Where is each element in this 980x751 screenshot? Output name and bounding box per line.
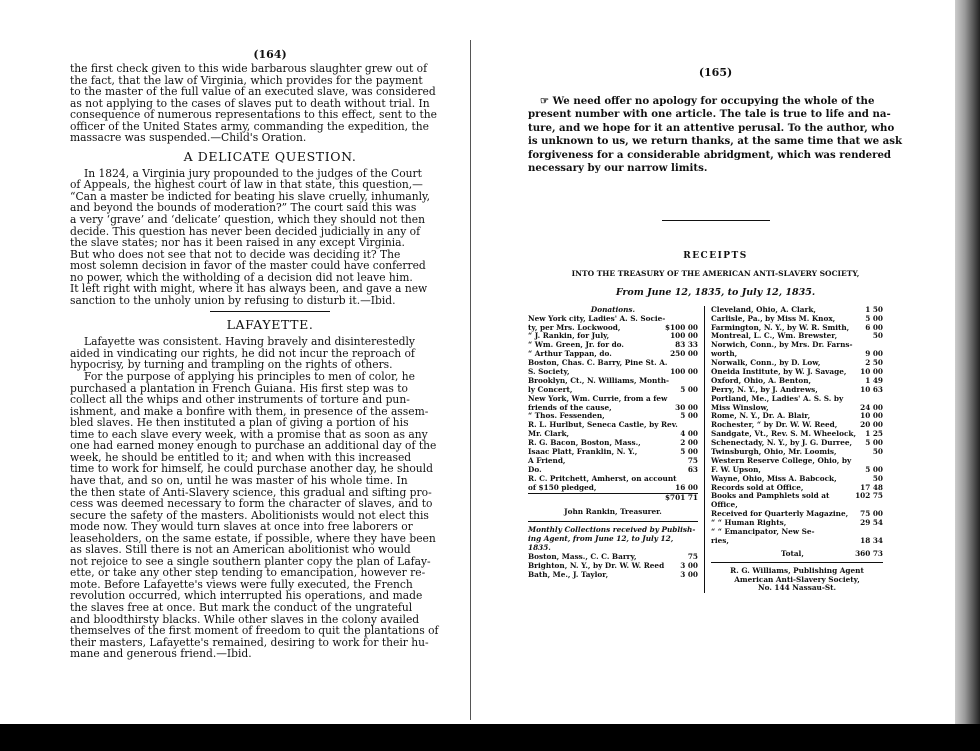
receipt-name: Miss Winslow,: [711, 402, 769, 412]
right-total-row: [711, 550, 883, 559]
receipt-amount: 50: [872, 331, 883, 341]
left-total-row: [528, 493, 698, 503]
receipt-name: R. L. Hurlbut, Seneca Castle, by Rev.: [528, 420, 678, 430]
receipt-amount: 1 25: [865, 429, 883, 439]
lafayette-paragraph: [70, 336, 470, 659]
text-line: to the master of the full value of an executed slave, was considered: [70, 85, 436, 99]
receipt-name: F. W. Upson,: [711, 464, 761, 474]
text-line: ishment, and make a bonfire with them, in presence of the assem-: [70, 404, 429, 418]
receipt-name: ty, per Mrs. Lockwood,: [528, 322, 621, 332]
receipt-name: worth,: [711, 349, 738, 359]
receipt-name: New York city, Ladies' A. S. Socie-: [528, 313, 666, 323]
receipt-amount: 29 54: [860, 518, 883, 528]
agent-block: [711, 567, 883, 594]
receipt-name: Rome, N. Y., Dr. A. Blair,: [711, 411, 811, 421]
receipt-name: Rochester, “ by Dr. W. W. Reed,: [711, 420, 838, 430]
receipt-amount: 5 00: [680, 411, 698, 421]
receipt-amount: 75: [687, 551, 698, 561]
receipt-name: S. Society,: [528, 366, 570, 376]
text-line: revolution occurred, which interrupted his operations, and made: [70, 589, 423, 603]
receipt-name: “ Thos. Fessenden,: [528, 411, 605, 421]
text-line: the slave states; nor has it been raised in any except Virginia.: [70, 236, 405, 250]
receipt-name: Norwich, Conn., by Mrs. Dr. Farns-: [711, 340, 853, 350]
receipt-amount: 2 50: [865, 358, 883, 368]
receipt-amount: 83 33: [675, 340, 698, 350]
receipt-amount: 10 00: [860, 366, 883, 376]
receipt-name: Do.: [528, 464, 542, 474]
receipt-amount: 24 00: [860, 402, 883, 412]
left-page: [70, 0, 470, 660]
editor-notice: [528, 95, 903, 176]
receipt-name: ly Concert,: [528, 384, 573, 394]
text-line: ☞ We need offer no apology for occupying the whole of the: [540, 95, 875, 107]
receipt-row: [711, 492, 883, 510]
text-line: mode now. They would turn slaves at once into free laborers or: [70, 520, 413, 534]
receipt-name: Brooklyn, Ct., N. Williams, Month-: [528, 375, 670, 385]
receipt-name: Oneida Institute, by W. J. Savage,: [711, 366, 847, 376]
receipt-amount: 17 48: [860, 482, 883, 492]
receipt-amount: 102 75: [855, 491, 883, 501]
page-edge-shadow: [955, 0, 980, 751]
receipt-amount: 5 00: [680, 446, 698, 456]
receipt-row: [711, 528, 883, 537]
text-line: time to work for himself, he could purchase another day, he should: [70, 462, 433, 476]
receipt-name: Cleveland, Ohio, A. Clark,: [711, 304, 816, 314]
receipt-amount: 20 00: [860, 420, 883, 430]
text-line: themselves of the first moment of freedom to quit the plantations of: [70, 624, 439, 638]
receipt-amount: 3 00: [680, 569, 698, 579]
receipt-amount: 10 00: [860, 411, 883, 421]
receipt-amount: 5 00: [865, 438, 883, 448]
left-page-number: (164): [253, 48, 287, 61]
receipt-amount: 100 00: [670, 366, 698, 376]
text-line: Lafayette was consistent. Having bravely and disinterestedly: [84, 335, 415, 349]
receipt-name: Farmington, N. Y., by W. R. Smith,: [711, 322, 850, 332]
receipt-name: “ J. Rankin, for July,: [528, 331, 610, 341]
receipt-amount: 3 00: [680, 560, 698, 570]
text-line: is unknown to us, we return thanks, at the same time that we ask: [528, 135, 903, 148]
notice-divider: [662, 220, 770, 221]
list-divider: [711, 562, 883, 563]
receipt-amount: 75: [687, 455, 698, 465]
receipt-amount: 100 00: [670, 331, 698, 341]
text-line: week, he should be entitled to it; and when with this increased: [70, 450, 412, 464]
treasurer: John Rankin, Treasurer.: [564, 507, 662, 517]
receipt-name: New York, Wm. Currie, from a few: [528, 393, 668, 403]
receipt-amount: 4 00: [680, 429, 698, 439]
receipt-name: Boston, Mass., C. C. Barry,: [528, 551, 637, 561]
receipt-name: Records sold at Office,: [711, 482, 804, 492]
receipt-amount: $100 00: [664, 322, 698, 332]
text-line: the first check given to this wide barbarous slaughter grew out of: [70, 62, 428, 75]
text-line: But who does not see that not to decide was deciding it? The: [70, 247, 401, 261]
text-line: officer of the United States army, commanding the expedition, the: [70, 119, 429, 133]
receipt-row: [528, 571, 698, 580]
right-total: 360 73: [855, 548, 883, 558]
delicate-question-paragraph: [70, 168, 470, 307]
text-line: ture, and we hope for it an attentive perusal. To the author, who: [528, 121, 895, 134]
receipt-name: Wayne, Ohio, Miss A. Babcock,: [711, 473, 837, 483]
receipts-table: [528, 306, 903, 594]
book-spine-line: [470, 40, 471, 720]
receipt-name: Perry, N. Y., by J. Andrews,: [711, 384, 818, 394]
receipt-list: [711, 306, 883, 546]
receipt-name: Brighton, N. Y., by Dr. W. W. Reed: [528, 560, 665, 570]
text-line: a very ‘grave’ and ‘delicate’ question, which they should not then: [70, 213, 425, 227]
receipt-amount: 1 49: [865, 375, 883, 385]
receipts-title: RECEIPTS: [683, 250, 748, 261]
receipt-name: Isaac Platt, Franklin, N. Y.,: [528, 446, 638, 456]
text-line: In 1824, a Virginia jury propounded to the judges of the Court: [84, 166, 422, 180]
text-line: aided in vindicating our rights, he did not incur the reproach of: [70, 346, 415, 360]
receipt-name: Western Reserve College, Ohio, by: [711, 455, 852, 465]
receipt-name: Twinsburgh, Ohio, Mr. Loomis,: [711, 446, 837, 456]
text-line: sanction to the unholy union by refusing to disturb it.—Ibid.: [70, 293, 396, 307]
text-line: forgiveness for a considerable abridgment, which was rendered: [528, 148, 892, 161]
text-line: one had earned money enough to purchase an additional day of the: [70, 439, 437, 453]
section-divider: [210, 311, 330, 312]
receipt-name: ries,: [711, 535, 729, 545]
receipt-amount: 16 00: [675, 482, 698, 492]
text-line: ette, or take any other step tending to emancipation, however re-: [70, 566, 426, 580]
section-title-delicate-question: A DELICATE QUESTION.: [183, 148, 357, 164]
receipt-name: Bath, Me., J. Taylor,: [528, 569, 609, 579]
agent-line: No. 144 Nassau-St.: [757, 583, 837, 593]
receipt-name: Boston, Chas. C. Barry, Pine St. A.: [528, 358, 668, 368]
receipt-amount: 250 00: [670, 349, 698, 359]
text-line: have that, and so on, until he was master of his whole time. In: [70, 473, 408, 487]
section-title-lafayette: LAFAYETTE.: [226, 317, 314, 333]
receipts-right-column: [705, 306, 883, 594]
scan-bottom-border: [0, 724, 980, 751]
receipt-amount: 50: [872, 473, 883, 483]
receipt-name: Norwalk, Conn., by D. Low,: [711, 358, 821, 368]
text-line: their masters, Lafayette's remained, desiring to work for their hu-: [70, 635, 429, 649]
receipt-name: Montreal, L. C., Wm. Brewster,: [711, 331, 838, 341]
intro-paragraph: [70, 63, 470, 144]
text-line: hypocrisy, by turning and trampling on the rights of others.: [70, 358, 393, 372]
receipt-name: Oxford, Ohio, A. Benton,: [711, 375, 812, 385]
text-line: collect all the whips and other instruments of torture and pun-: [70, 393, 410, 407]
text-line: as not applying to the cases of slaves put to death without trial. In: [70, 96, 430, 110]
receipt-name: Sandgate, Vt., Rev. S. M. Wheelock,: [711, 429, 856, 439]
donations-title: Donations.: [590, 304, 636, 314]
text-line: mote. Before Lafayette's views were fully executed, the French: [70, 577, 413, 591]
receipt-name: Received for Quarterly Magazine,: [711, 509, 849, 519]
receipt-amount: 6 00: [865, 322, 883, 332]
receipt-amount: 50: [872, 446, 883, 456]
text-line: decide. This question has never been decided judicially in any of: [70, 224, 421, 238]
list-divider: [528, 521, 698, 522]
monthly-collections-title: Monthly Collections received by Publish-ing Agent, from June 12, to July 12, 1835.: [528, 525, 696, 552]
donation-list: [528, 315, 698, 493]
receipt-name: “ Arthur Tappan, do.: [528, 349, 612, 359]
text-line: purchased a plantation in French Guiana. His first step was to: [70, 381, 408, 395]
text-line: mane and generous friend.—Ibid.: [70, 647, 252, 661]
receipt-amount: 5 00: [865, 464, 883, 474]
left-total: $701 71: [664, 493, 698, 503]
text-line: most solemn decision in favor of the master could have conferred: [70, 259, 426, 273]
text-line: present number with one article. The tale is true to life and na-: [528, 108, 891, 121]
text-line: cess was deemed necessary to form the character of slaves, and to: [70, 497, 433, 511]
text-line: “Can a master be indicted for beating his slave cruelly, inhumanly,: [70, 189, 431, 203]
receipts-left-column: [528, 306, 704, 594]
text-line: no power, which the witholding of a decision did not leave him.: [70, 270, 413, 284]
receipt-amount: 5 00: [865, 313, 883, 323]
text-line: as slaves. Still there is not an American abolitionist who would: [70, 543, 411, 557]
right-page-number: (165): [698, 66, 733, 79]
receipt-row: [528, 457, 698, 466]
receipt-amount: 10 63: [860, 384, 883, 394]
receipt-amount: 63: [687, 464, 698, 474]
receipt-name: A Friend,: [528, 455, 566, 465]
text-line: the fact, that the law of Virginia, which provides for the payment: [70, 73, 423, 87]
receipt-amount: 2 00: [680, 438, 698, 448]
receipt-amount: 18 34: [860, 535, 883, 545]
receipt-name: “ “ Emancipator, New Se-: [711, 526, 815, 536]
receipt-amount: 9 00: [865, 349, 883, 359]
receipts-dates: From June 12, 1835, to July 12, 1835.: [615, 286, 816, 298]
text-line: and bloodthirsty blacks. While other slaves in the colony availed: [70, 612, 420, 626]
text-line: of Appeals, the highest court of law in that state, this question,—: [70, 178, 423, 192]
receipt-name: of $150 pledged,: [528, 482, 597, 492]
receipt-amount: 5 00: [680, 384, 698, 394]
text-line: the then state of Anti-Slavery science, this gradual and sifting pro-: [70, 485, 432, 499]
text-line: consequence of numerous representations to this effect, sent to the: [70, 108, 437, 122]
text-line: and beyond the bounds of moderation?” The court said this was: [70, 201, 417, 215]
text-line: It left right with might, where it has always been, and gave a new: [70, 282, 428, 296]
receipt-name: “ Wm. Green, Jr. for do.: [528, 340, 624, 350]
text-line: For the purpose of applying his principles to men of color, he: [84, 370, 415, 384]
receipt-name: “ “ Human Rights,: [711, 518, 787, 528]
receipt-name: friends of the cause,: [528, 402, 612, 412]
receipt-name: Carlisle, Pa., by Miss M. Knox,: [711, 313, 836, 323]
receipt-amount: 75 00: [860, 509, 883, 519]
right-page: [528, 0, 903, 593]
receipt-amount: 1 50: [865, 304, 883, 314]
agent-line: American Anti-Slavery Society,: [734, 574, 860, 584]
text-line: not rejoice to see a single southern planter copy the plan of Lafay-: [70, 554, 431, 568]
receipt-amount: 30 00: [675, 402, 698, 412]
text-line: time to each slave every week, with a promise that as soon as any: [70, 427, 428, 441]
receipt-row: [528, 484, 698, 493]
text-line: bled slaves. He then instituted a plan of giving a portion of his: [70, 416, 409, 430]
agent-line: R. G. Williams, Publishing Agent: [730, 565, 864, 575]
monthly-list: [528, 553, 698, 580]
receipt-name: Mr. Clark,: [528, 429, 570, 439]
receipt-name: Books and Pamphlets sold at Office,: [711, 491, 830, 510]
text-line: necessary by our narrow limits.: [528, 162, 708, 175]
total-label: Total,: [781, 548, 804, 558]
text-line: massacre was suspended.—Child's Oration.: [70, 131, 307, 145]
text-line: leaseholders, on the same estate, if possible, where they have been: [70, 531, 436, 545]
text-line: the slaves free at once. But mark the conduct of the ungrateful: [70, 600, 413, 614]
receipts-subtitle: INTO THE TREASURY OF THE AMERICAN ANTI-SLAVERY SOCIETY,: [571, 268, 860, 278]
receipt-name: R. G. Bacon, Boston, Mass.,: [528, 438, 641, 448]
receipt-name: Portland, Me., Ladies' A. S. S. by: [711, 393, 844, 403]
receipt-name: Schenectady, N. Y., by J. G. Durree,: [711, 438, 853, 448]
text-line: secure the safety of the masters. Abolitionists would not elect this: [70, 508, 429, 522]
receipt-row: [711, 537, 883, 546]
receipt-name: R. C. Pritchett, Amherst, on account: [528, 473, 677, 483]
